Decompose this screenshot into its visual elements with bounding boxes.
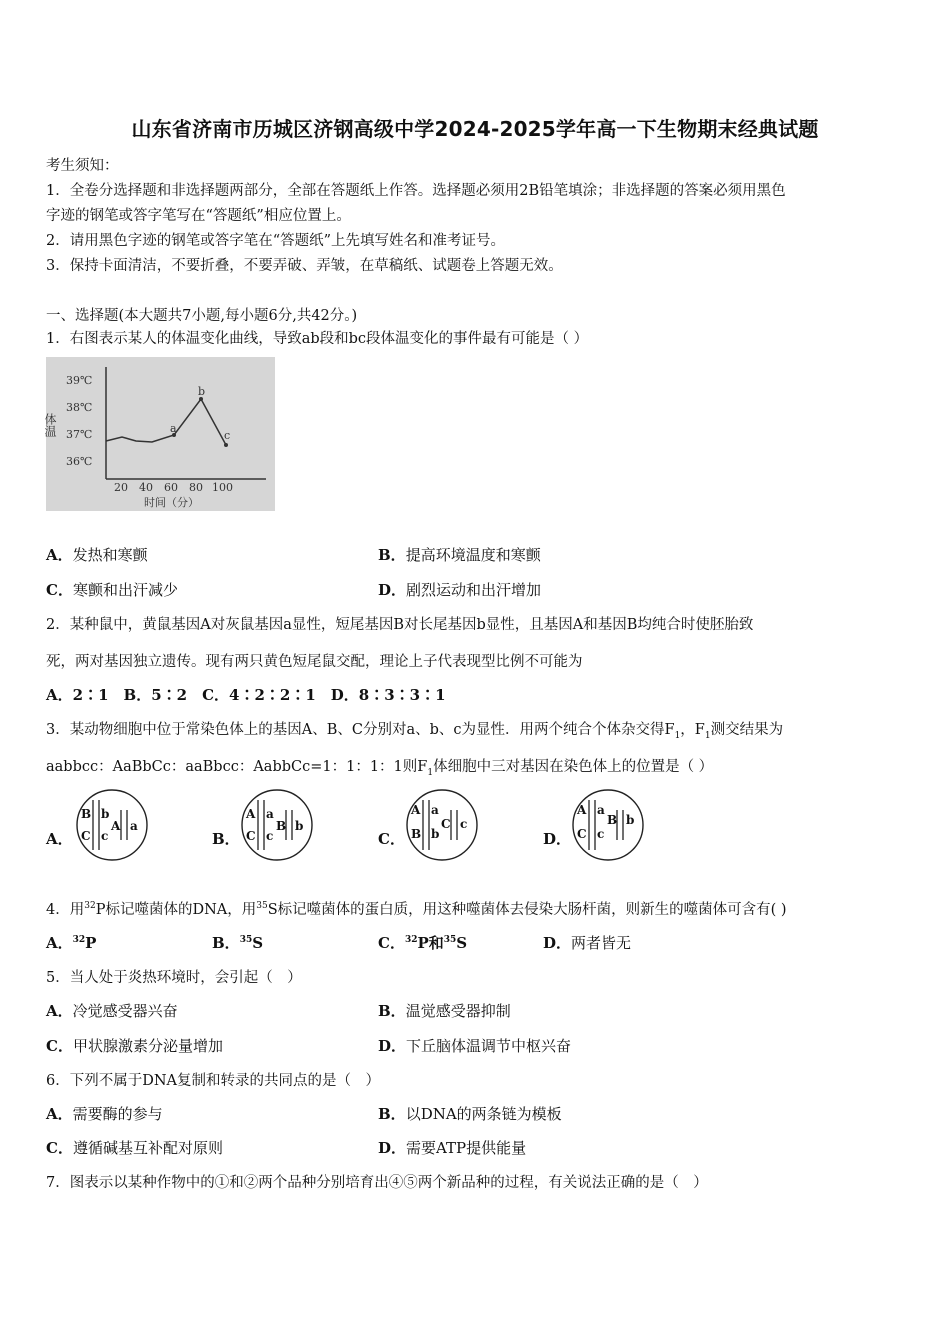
notice-item-1-line-2: 字迹的钢笔或答字笔写在“答题纸”相应位置上。	[46, 208, 351, 224]
x-tick-40: 40	[139, 481, 153, 494]
q3-stem-line-1: 3．某动物细胞中位于常染色体上的基因A、B、C分别对a、b、c为显性．用两个纯合个体杂交得$F_1$，$F_1$测交结果为	[46, 722, 784, 741]
q6-stem: 6．下列不属于DNA复制和转录的共同点的是（ ）	[46, 1073, 381, 1089]
q3-cell-c-diagram[interactable]	[405, 788, 480, 863]
q3-stem-line-2: aabbcc：AaBbCc：aaBbcc：AabbCc=1：1：1：1则$F_1$体细胞中三对基因在染色体上的位置是（ ）	[46, 759, 714, 778]
svg-text:c: c	[266, 829, 274, 843]
svg-text:B: B	[607, 813, 618, 827]
svg-text:c: c	[597, 827, 605, 841]
point-c-label: c	[224, 429, 231, 442]
x-tick-100: 100	[212, 481, 233, 494]
q1-option-c[interactable]: C．寒颤和出汗减少	[46, 581, 178, 599]
x-tick-60: 60	[164, 481, 178, 494]
q7-stem: 7．图表示以某种作物中的①和②两个品种分别培育出④⑤两个新品种的过程，有关说法正确的是（ ）	[46, 1175, 708, 1191]
q3-option-d-label[interactable]: D．	[543, 830, 572, 848]
y-tick-37: 37℃	[66, 428, 93, 441]
q1-option-d[interactable]: D．剧烈运动和出汗增加	[378, 581, 542, 599]
svg-text:C: C	[81, 829, 91, 843]
x-tick-20: 20	[114, 481, 128, 494]
q3-option-a-label[interactable]: A．	[46, 830, 73, 848]
q1-stem: 1．右图表示某人的体温变化曲线，导致ab段和bc段体温变化的事件最有可能是（ ）	[46, 331, 589, 347]
q6-option-d[interactable]: D．需要ATP提供能量	[378, 1139, 527, 1157]
svg-text:A: A	[411, 803, 421, 817]
q6-option-c[interactable]: C．遵循碱基互补配对原则	[46, 1139, 223, 1157]
notice-item-2: 2．请用黑色字迹的钢笔或答字笔在“答题纸”上先填写姓名和准考证号。	[46, 233, 506, 249]
svg-text:C: C	[441, 817, 451, 831]
q4-option-c[interactable]: C．$^{32}$P和$^{35}$S	[378, 934, 468, 952]
q1-option-b[interactable]: B．提高环境温度和寒颤	[378, 546, 541, 564]
y-tick-36: 36℃	[66, 455, 93, 468]
svg-text:a: a	[130, 819, 138, 833]
x-tick-80: 80	[189, 481, 203, 494]
svg-text:a: a	[597, 803, 605, 817]
q5-option-d[interactable]: D．下丘脑体温调节中枢兴奋	[378, 1037, 572, 1055]
y-label: 体温	[43, 413, 57, 437]
q3-cell-a-diagram[interactable]	[75, 788, 150, 863]
svg-text:a: a	[266, 807, 274, 821]
q3-option-c-label[interactable]: C．	[378, 830, 405, 848]
point-a-label: a	[170, 422, 177, 435]
q5-option-c[interactable]: C．甲状腺激素分泌量增加	[46, 1037, 223, 1055]
section-heading: 一、选择题(本大题共7小题,每小题6分,共42分。)	[46, 308, 358, 324]
q2-stem-line-1: 2．某种鼠中，黄鼠基因A对灰鼠基因a显性，短尾基因B对长尾基因b显性，且基因A和基因B均纯合时使胚胎致	[46, 617, 754, 633]
svg-text:b: b	[295, 819, 304, 833]
q4-option-d[interactable]: D．两者皆无	[543, 934, 632, 952]
q2-stem-line-2: 死，两对基因独立遗传。现有两只黄色短尾鼠交配，理论上子代表现型比例不可能为	[46, 654, 583, 670]
svg-text:c: c	[460, 817, 468, 831]
svg-text:b: b	[101, 807, 110, 821]
svg-text:c: c	[101, 829, 109, 843]
page-title: 山东省济南市历城区济钢高级中学2024-2025学年高一下生物期末经典试题	[131, 117, 819, 141]
q4-option-a[interactable]: A．$^{32}$P	[46, 934, 97, 952]
q5-option-b[interactable]: B．温觉感受器抑制	[378, 1002, 511, 1020]
q1-option-a[interactable]: A．发热和寒颤	[46, 546, 148, 564]
svg-text:b: b	[626, 813, 635, 827]
notice-item-1-line-1: 1．全卷分选择题和非选择题两部分，全部在答题纸上作答。选择题必须用2B铅笔填涂；非选择题的答案必须用黑色	[46, 183, 786, 199]
x-label: 时间（分）	[144, 496, 199, 509]
svg-text:a: a	[431, 803, 439, 817]
notice-item-3: 3．保持卡面清洁，不要折叠，不要弄破、弄皱，在草稿纸、试题卷上答题无效。	[46, 258, 563, 274]
y-tick-38: 38℃	[66, 401, 93, 414]
q4-stem: 4．用$^{32}$P标记噬菌体的DNA，用$^{35}$S标记噬菌体的蛋白质，用这种噬菌体去侵染大肠杆菌，则新生的噬菌体可含有( )	[46, 901, 787, 918]
svg-text:b: b	[431, 827, 440, 841]
svg-text:B: B	[81, 807, 92, 821]
q3-option-b-label[interactable]: B．	[212, 830, 240, 848]
q5-stem: 5．当人处于炎热环境时，会引起（ ）	[46, 970, 302, 986]
q2-options[interactable]: A．2∶1 B．5∶2 C．4∶2∶2∶1 D．8∶3∶3∶1	[46, 686, 446, 704]
notice-heading: 考生须知：	[46, 158, 119, 174]
q6-option-a[interactable]: A．需要酶的参与	[46, 1105, 163, 1123]
q3-cell-b-diagram[interactable]	[240, 788, 315, 863]
svg-text:C: C	[577, 827, 587, 841]
svg-text:C: C	[246, 829, 256, 843]
svg-text:B: B	[411, 827, 422, 841]
svg-text:A: A	[246, 807, 256, 821]
q5-option-a[interactable]: A．冷觉感受器兴奋	[46, 1002, 178, 1020]
q4-option-b[interactable]: B．$^{35}$S	[212, 934, 264, 952]
point-c	[224, 443, 228, 447]
svg-text:B: B	[276, 819, 287, 833]
q3-cell-d-diagram[interactable]	[571, 788, 646, 863]
svg-text:A: A	[577, 803, 587, 817]
point-b-label: b	[198, 385, 206, 398]
y-tick-39: 39℃	[66, 374, 93, 387]
q6-option-b[interactable]: B．以DNA的两条链为模板	[378, 1105, 562, 1123]
q1-temperature-graph	[43, 357, 275, 511]
svg-text:A: A	[111, 819, 121, 833]
